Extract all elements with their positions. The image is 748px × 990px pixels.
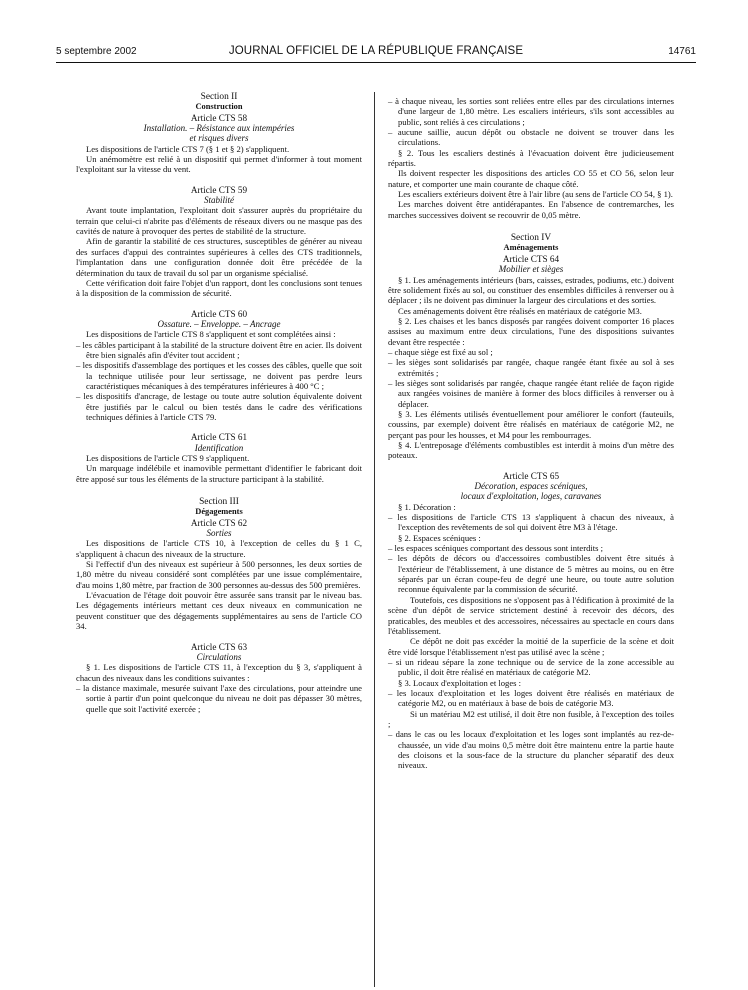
paragraph: § 3. Locaux d'exploitation et loges :: [398, 677, 522, 688]
journal-title: JOURNAL OFFICIEL DE LA RÉPUBLIQUE FRANÇAISE: [228, 45, 524, 57]
list-item: – les dispositifs d'assemblage des portiques et les cosses des câbles, quelle que soit la technique utilisée pour leur sertissage, ne doivent pas perdre leurs caractéristiques mécaniques à des températures inférieures à 400 °C ;: [76, 360, 362, 391]
list-item: – les locaux d'exploitation et les loges doivent être réalisés en matériaux de catégorie M2, ou en matériaux à base de bois de catégorie M3.: [388, 688, 674, 709]
section-title: Aménagements: [503, 243, 559, 253]
article-heading: Article CTS 63: [190, 641, 248, 652]
article-subtitle: Stabilité: [204, 195, 234, 206]
list-item: – si un rideau sépare la zone technique ou de service de la zone accessible au public, il doit être réalisé en matériaux de catégorie M2.: [388, 657, 674, 678]
list-item: – les dispositifs d'ancrage, de lestage ou toute autre solution équivalente doivent être justifiés par le calcul ou bien testés dans le cadre des vérifications techniques définies à l'article CTS 79.: [76, 391, 362, 422]
article-heading: Article CTS 64: [502, 253, 560, 264]
article-subtitle: Installation. – Résistance aux intempéries: [143, 123, 295, 134]
column-divider: [374, 92, 375, 987]
list: [388, 512, 674, 533]
article-subtitle: et risques divers: [189, 133, 249, 144]
paragraph: Les dispositions de l'article CTS 8 s'appliquent et sont complétées ainsi :: [86, 329, 336, 340]
paragraph: Un marquage indélébile et inamovible permettant d'identifier le fabricant doit être apposé sur tous les éléments de la structure participant à la stabilité.: [76, 463, 362, 484]
list-item: – les dépôts de décors ou d'accessoires combustibles doivent être situés à l'extérieur de l'établissement, à une distance de 5 mètres au moins, ou en être séparés par un écran coupe-feu de degré une heure, ou toute autre solution reconnue équivalente par la commission de sécurité.: [388, 553, 674, 594]
paragraph: § 1. Les aménagements intérieurs (bars, caisses, estrades, podiums, etc.) doivent être solidement fixés au sol, ou constituer des ensembles difficiles à renverser ou à déplacer ; ils ne doivent pas diminuer la largeur des circulations et des sorties.: [388, 274, 674, 306]
article-heading: Article CTS 60: [190, 308, 248, 319]
list: [388, 657, 674, 678]
list: [388, 688, 674, 709]
paragraph: § 1. Les dispositions de l'article CTS 11, à l'exception du § 3, s'appliquent à chacun des niveaux dans les conditions suivantes :: [76, 662, 362, 683]
list-item: – dans le cas ou les locaux d'exploitation et les loges sont implantés au rez-de-chaussée, un vide d'au moins 0,5 mètre doit être maintenu entre la partie haute des cloisons et la sous-face de la structure du plancher séparatif des deux niveaux.: [388, 729, 674, 770]
article-heading: Article CTS 62: [190, 517, 248, 528]
paragraph: Les dispositions de l'article CTS 10, à l'exception de celles du § 1 C, s'appliquent à chacun des niveaux de la structure.: [76, 538, 362, 559]
article-heading: Article CTS 61: [190, 432, 248, 443]
list-item: – à chaque niveau, les sorties sont reliées entre elles par des circulations internes d'une largeur de 1,80 mètre. Les escaliers intérieurs, s'ils sont accessibles au public, sont reliés à ces circulations ;: [388, 96, 674, 127]
section-heading: Section III: [199, 497, 239, 508]
header-rule: [56, 62, 696, 63]
section-title: Dégagements: [195, 507, 243, 517]
left-column: [76, 92, 362, 714]
paragraph: § 3. Les éléments utilisés éventuellement pour améliorer le confort (fauteuils, coussins, par exemple) doivent être réalisés en matériaux de catégorie M2, ne perçant pas pour les housses, et M4 pour les rembourrages.: [388, 408, 674, 440]
paragraph: Avant toute implantation, l'exploitant doit s'assurer auprès du propriétaire du terrain que celui-ci n'abrite pas d'éléments de réseaux divers ou ne masque pas des cavités de nature à provoquer des pertes de stabilité de la structure.: [76, 205, 362, 237]
paragraph: § 1. Décoration :: [398, 501, 456, 512]
list-item: – aucune saillie, aucun dépôt ou obstacle ne doivent se trouver dans les circulations.: [388, 127, 674, 148]
list: [76, 340, 362, 423]
paragraph: Afin de garantir la stabilité de ces structures, susceptibles de générer au niveau des surfaces d'appui des contraintes supérieures à celles des CTS traditionnels, l'implantation dans une configuration donnée doit être précédée de la détermination du taux de travail du sol par un organisme spécialisé.: [76, 236, 362, 278]
paragraph: Ces aménagements doivent être réalisés en matériaux de catégorie M3.: [398, 305, 642, 316]
paragraph: § 2. Espaces scéniques :: [398, 532, 481, 543]
article-subtitle: Identification: [194, 442, 244, 453]
right-column: [388, 96, 674, 771]
article-heading: Article CTS 58: [190, 112, 248, 123]
list: [388, 543, 674, 595]
article-subtitle: Décoration, espaces scéniques,: [474, 481, 588, 492]
list-item: – les espaces scéniques comportant des dessous sont interdits ;: [388, 543, 674, 553]
paragraph: Si l'effectif d'un des niveaux est supérieur à 500 personnes, les deux sorties de 1,80 mètre du niveau considéré sont complétées par une issue complémentaire, d'au moins 1,80 mètre, par fraction de 300 personnes au-dessus des 500 premières.: [76, 559, 362, 590]
article-heading: Article CTS 65: [502, 470, 560, 481]
paragraph: § 4. L'entreposage d'éléments combustibles est interdit à moins d'un mètre des poteaux.: [388, 440, 674, 461]
article-subtitle: Ossature. – Enveloppe. – Ancrage: [157, 318, 281, 329]
list: [388, 729, 674, 770]
list: [388, 347, 674, 409]
article-subtitle: Sorties: [206, 528, 232, 539]
section-heading: Section IV: [510, 233, 552, 244]
article-subtitle: Circulations: [196, 651, 242, 662]
page-number: 14761: [668, 46, 696, 57]
article-subtitle: locaux d'exploitation, loges, caravanes: [460, 491, 602, 502]
paragraph: Si un matériau M2 est utilisé, il doit être non fusible, à l'exception des toiles ;: [388, 708, 674, 729]
article-heading: Article CTS 59: [190, 184, 248, 195]
paragraph: § 2. Tous les escaliers destinés à l'évacuation doivent être judicieusement répartis.: [388, 147, 674, 169]
header-date: 5 septembre 2002: [56, 46, 137, 57]
paragraph: Les escaliers extérieurs doivent être à l'air libre (au sens de l'article CO 54, § 1).: [398, 189, 673, 200]
list-item: – chaque siège est fixé au sol ;: [388, 347, 674, 357]
paragraph: Les marches doivent être antidérapantes. En l'absence de contremarches, les marches successives doivent se recouvrir de 0,05 mètre.: [388, 199, 674, 220]
list-item: – les sièges sont solidarisés par rangée, chaque rangée étant reliée de façon rigide aux rangées voisines de manière à former des blocs difficiles à renverser ou à déplacer.: [388, 378, 674, 409]
list-item: – les sièges sont solidarisés par rangée, chaque rangée étant fixée au sol à ses extrémités ;: [388, 357, 674, 378]
paragraph: Ce dépôt ne doit pas excéder la moitié de la superficie de la scène et doit être vidé lorsque l'établissement n'est pas utilisé avec la scène ;: [388, 636, 674, 657]
list-item: – les câbles participant à la stabilité de la structure doivent être en acier. Ils doivent être bien signalés afin d'éviter tout accident ;: [76, 340, 362, 361]
page-header: [56, 44, 696, 64]
section-heading: Section II: [200, 92, 238, 102]
paragraph: Ils doivent respecter les dispositions des articles CO 55 et CO 56, selon leur nature, et comporter une main courante de chaque côté.: [388, 168, 674, 189]
paragraph: Les dispositions de l'article CTS 9 s'appliquent.: [86, 453, 250, 463]
list-item: – les dispositions de l'article CTS 13 s'appliquent à chacun des niveaux, à l'exception des revêtements de sol qui doivent être M3 à l'étage.: [388, 512, 674, 533]
paragraph: Toutefois, ces dispositions ne s'opposent pas à l'édification à proximité de la scène d'un dépôt de service strictement destiné à recevoir des décors, des praticables, des meubles et des accessoires, nécessaires au spectacle en cours dans l'établissement.: [388, 594, 674, 636]
list: [388, 96, 674, 148]
paragraph: Les dispositions de l'article CTS 7 (§ 1 et § 2) s'appliquent.: [86, 143, 290, 154]
article-subtitle: Mobilier et sièges: [498, 264, 564, 275]
paragraph: L'évacuation de l'étage doit pouvoir être assurée sans transit par le niveau bas. Les dégagements intérieurs mettant ces deux niveaux en communication ne peuvent constituer que des dégagements supplémentaires au sens de l'article CO 34.: [76, 590, 362, 632]
section-title: Construction: [195, 102, 243, 112]
paragraph: § 2. Les chaises et les bancs disposés par rangées doivent comporter 16 places assises au maximum entre deux circulations, l'une des dispositions suivantes devant être respectée :: [388, 315, 674, 347]
list: [76, 683, 362, 714]
paragraph: Un anémomètre est relié à un dispositif qui permet d'informer à tout moment l'exploitant sur la vitesse du vent.: [76, 154, 362, 175]
paragraph: Cette vérification doit faire l'objet d'un rapport, dont les conclusions sont tenues à la disposition de la commission de sécurité.: [76, 277, 362, 299]
list-item: – la distance maximale, mesurée suivant l'axe des circulations, pour atteindre une sortie à partir d'un point quelconque du niveau ne doit pas dépasser 30 mètres, quelle que soit l'activité exercée ;: [76, 683, 362, 714]
